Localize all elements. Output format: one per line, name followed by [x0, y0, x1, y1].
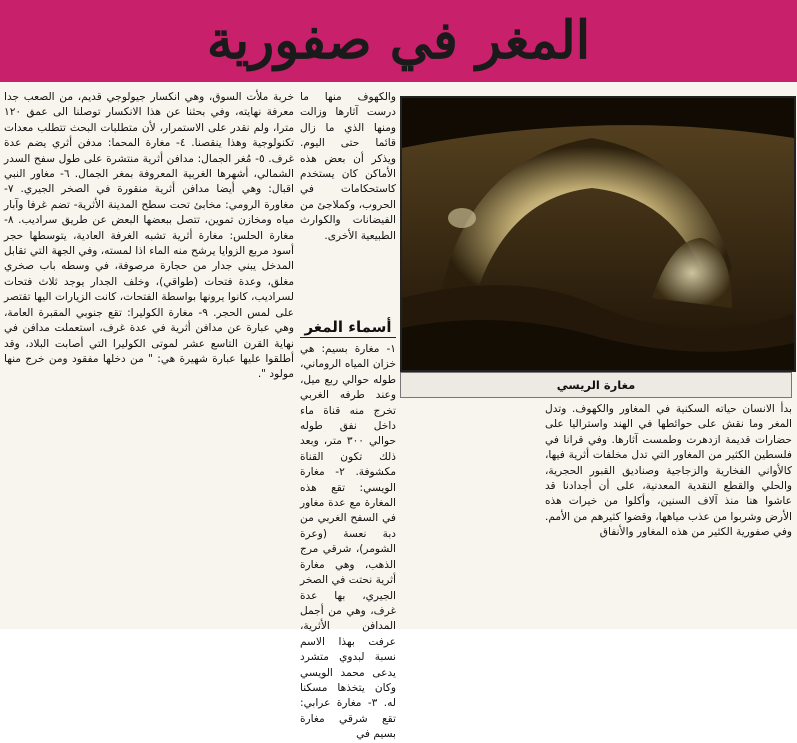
paragraph-intro: بدأ الانسان حياته السكنية في المغاور والكهوف. وتدل المغر وما نقش على حوائطها في الهند واستراليا على حضارات قديمة ازدهرت وطمست آثارها. وفي قرانا في فلسطين الكثير من المغاور التي تدل مخلفات أثرية فيها، كالأواني الفخارية والزجاجية وصناديق القبور الحجرية، والحلي والقطع النقدية المعدنية، على أن أجدادنا قد عاشوا هنا منذ آلاف السنين، وأكلوا من خيرات هذه الأرض وشربوا من عذب مياهها، وقضوا كثيرهم من الأمم. وفي صفورية الكثير من هذه المغاور والأنفاق: [545, 403, 792, 539]
headline: المغر في صفورية: [206, 10, 591, 71]
column-right-mid: [300, 315, 396, 741]
column-right-top: [300, 90, 396, 320]
paragraph-intro-continued: والكهوف منها ما درست آثارها وزالت ومنها الذي ما زال قائما حتى اليوم. ويذكر أن بعض هذه الأماكن كان يستخدم كاستحكامات في الحروب، وكملاجئ من الفيضانات والكوارث الطبيعية الأخرى.: [300, 91, 396, 242]
column-right-bottom: [545, 402, 792, 627]
paragraph-caves-list: خربة ملأت السوق، وهي انكسار جيولوجي قديم، من الصعب جدا معرفة نهايته، وفي بحثنا عن هذا الانكسار توصلنا الى عمق ١٢٠ مترا، ولم نقدر على الاستمرار، لأن متطلبات البحث تتطلب معدات تكنولوجية وهذا ينقصنا. ٤- مغارة المحما: مدفن أثري يضم عدة غرف. ٥- مُغر الجمال: مدافن أثرية منتشرة على طول سفح السدر الشمالي، أشهرها الغربية المعروفة بمغر الجمال. ٦- مغاور النبي اقبال: وهي أيضا مدافن أثرية منقورة في الصخر الجيري. ٧- مغاورة الرومي: مخابئ تحت سطح المدينة الأثرية- تضم غرفا وآبار مياه ومخازن تموين، تتصل ببعضها البعض عن طريق سراديب. ٨- مغارة الحلس: مغارة أثرية تشبه الغرفة العادية، يتوسطها حجر أسود مربع الزوايا يرشح منه الماء اذا لمسته، وفي الجهة التي تقابل المدخل يبني جدار من حجارة مرصوفة، في وسطه باب صخري مغلق، وعدة فتحات (طواقي)، وخلف الجدار يوجد ثلاث فتحات لسراديب، كانوا يرونها بواسطة الفتحات، كانت الزيارات اليها تقتصر على لمس الحجر. ٩- مغارة الكوليرا: تقع جنوبي المقبرة العامة، وهي عبارة عن مدافن أثرية في عدة غرف، استعملت مدافن في نهاية القرن التاسع عشر لموتى الكوليرا التي أصابت البلاد، وقد أطلقوا عليها عبارة شهيرة هي: " من دخلها مفقود ومن خرج منها مولود ".: [4, 91, 295, 381]
column-left: [4, 90, 294, 627]
section-subhead: أسماء المغر: [300, 317, 396, 338]
photo-caption: مغارة الريسي: [400, 372, 792, 398]
cave-illustration: [402, 98, 794, 370]
paragraph-cave-names: ١- مغارة بسيم: هي خزان المياه الروماني، طوله حوالي ربع ميل، وعند طرفه الغربي تخرج منه قناة ماء داخل نفق طوله حوالي ٣٠٠ متر، وبعد ذلك تكون القناة مكشوفة. ٢- مغارة الويسي: تقع هذه المغارة مع عدة مغاور في السفح الغربي من دبة نعسة (وعرة الشومر)، شرقي مرج الذهب، وهي مغارة أثرية نحتت في الصخر الجيري، بها عدة غرف، وهي من أجمل المدافن الأثرية، عرفت بهذا الاسم نسبة لبدوي متشرد يدعى محمد الويسي وكان يتخذها مسكنا له. ٣- مغارة عرابي: تقع شرقي مغارة بسيم في: [300, 343, 396, 741]
cave-photo: [400, 96, 796, 372]
